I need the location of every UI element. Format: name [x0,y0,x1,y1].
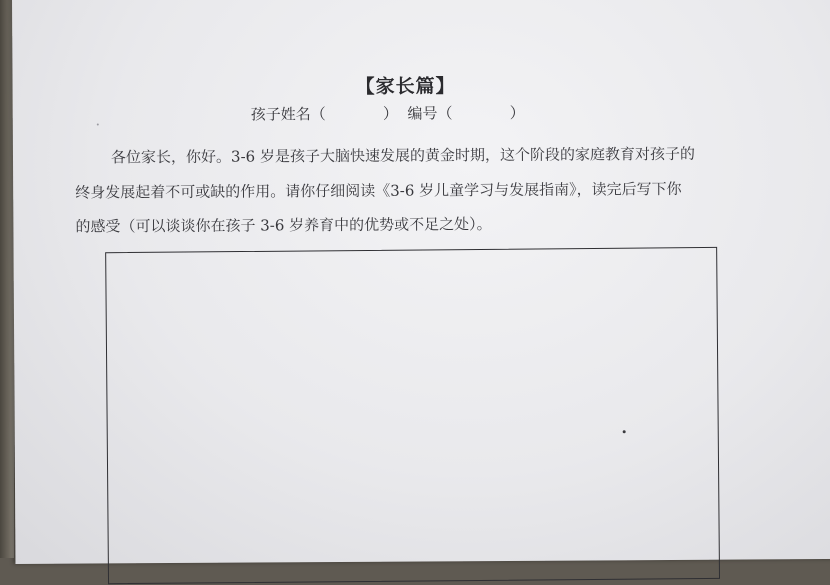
answer-box [105,247,720,584]
paragraph-line: 终身发展起着不可或缺的作用。请你仔细阅读《3-6 岁儿童学习与发展指南》，读完后写下你 [75,179,682,202]
paragraph-line: 的感受（可以谈谈你在孩子 3-6 岁养育中的优势或不足之处）。 [75,215,492,236]
paragraph-line: 各位家长，你好。3-6 岁是孩子大脑快速发展的黄金时期，这个阶段的家庭教育对孩子的 [110,144,695,167]
ink-speck [623,430,626,433]
paper-sheet [12,0,830,564]
ink-speck [97,123,99,125]
child-name-id-line: 孩子姓名（ ） 编号（ ） [250,103,525,124]
document-title: 【家长篇】 [355,75,456,98]
